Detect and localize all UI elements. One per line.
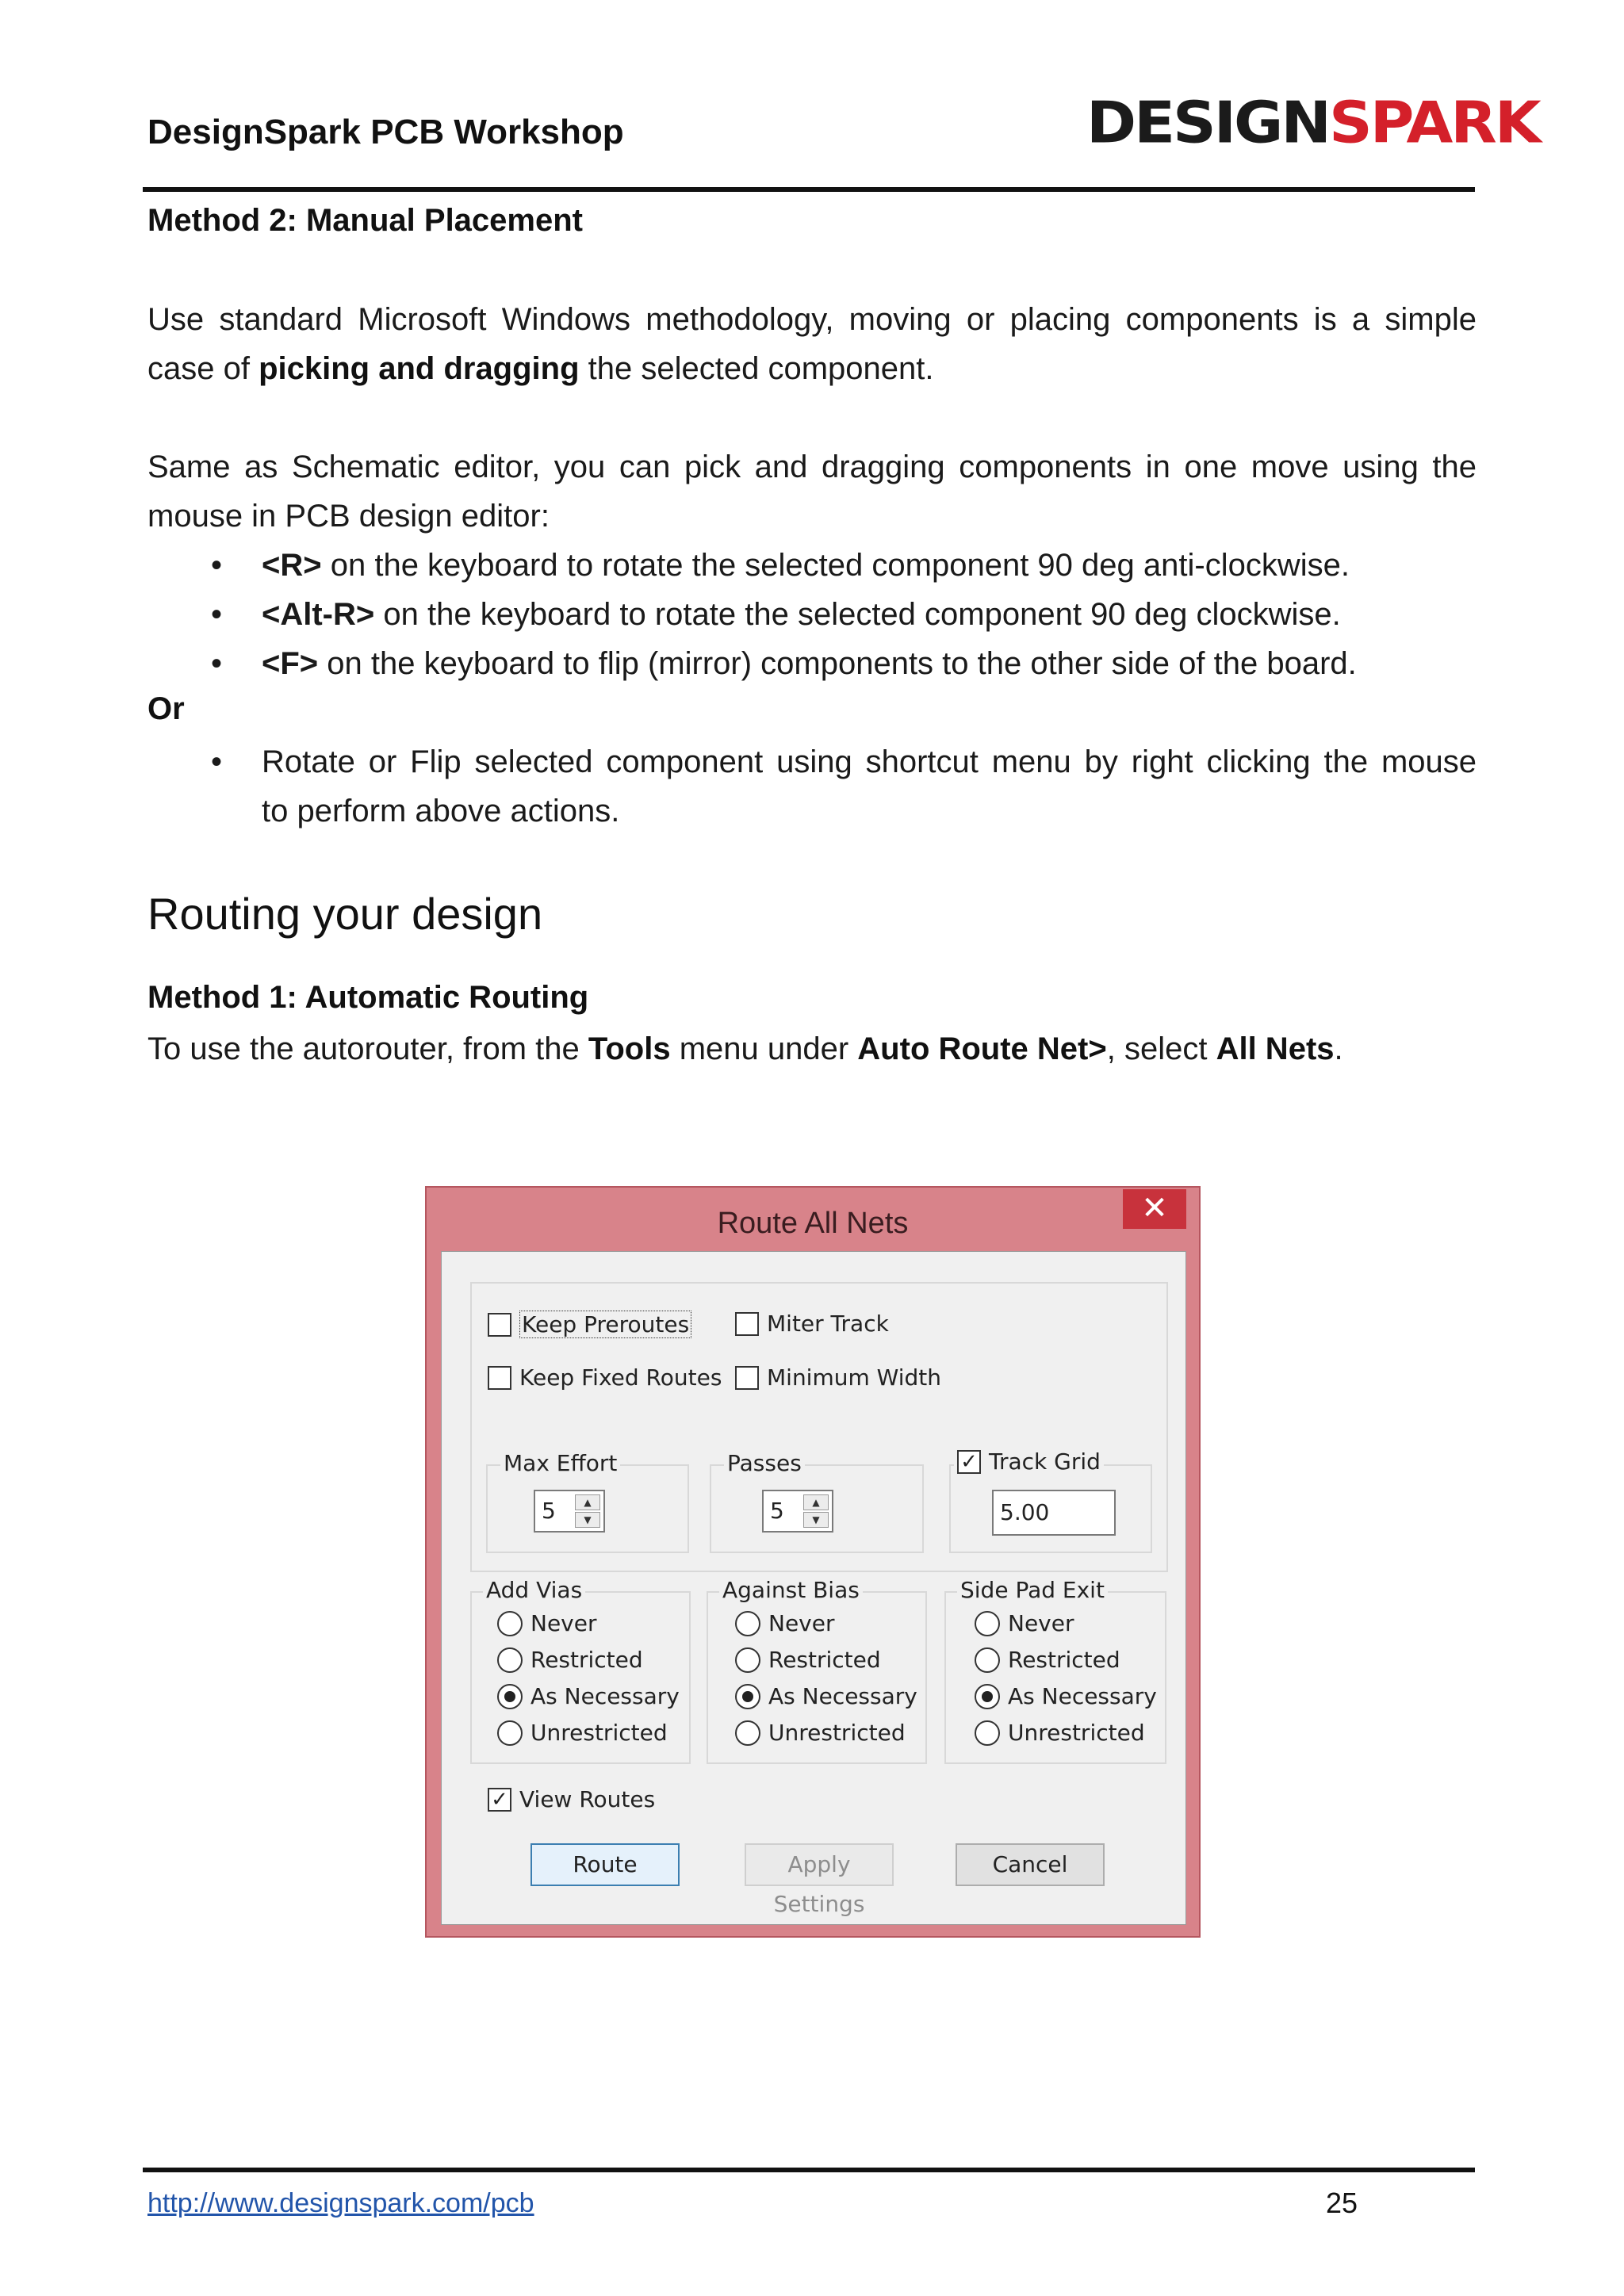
intro-text: , select: [1106, 1031, 1216, 1066]
max-effort-value: 5: [542, 1498, 556, 1524]
shortcut-key: <F>: [262, 646, 319, 681]
miter-track-label: Miter Track: [767, 1311, 889, 1337]
checkbox-box[interactable]: ✓: [488, 1788, 511, 1812]
radio-circle[interactable]: [975, 1647, 1000, 1673]
radio-circle[interactable]: [735, 1720, 760, 1746]
logo-design-text: DESIGN: [1086, 89, 1330, 156]
close-icon[interactable]: ✕: [1123, 1189, 1186, 1229]
dialog-body: [441, 1251, 1186, 1925]
tools-menu-ref: Tools: [588, 1031, 671, 1066]
passes-spinner[interactable]: [762, 1490, 833, 1533]
routing-heading: Routing your design: [147, 889, 543, 939]
radio-label: Never: [1008, 1610, 1074, 1636]
paragraph1-line1: Use standard Microsoft Windows methodology, moving or placing components is a simple: [147, 302, 1477, 337]
miter-track-checkbox[interactable]: [735, 1311, 889, 1337]
logo-spark-text: SPARK: [1329, 89, 1539, 156]
radio-label: Restricted: [1008, 1647, 1120, 1673]
radio-circle-selected[interactable]: [497, 1684, 523, 1709]
page-number: 25: [1326, 2187, 1358, 2219]
side-pad-exit-as-necessary-radio[interactable]: [975, 1683, 1157, 1709]
document-title: DesignSpark PCB Workshop: [147, 113, 624, 151]
cancel-button[interactable]: Cancel: [956, 1843, 1105, 1886]
radio-circle[interactable]: [497, 1720, 523, 1746]
spin-up-icon[interactable]: ▲: [575, 1494, 600, 1510]
shortcut-description: on the keyboard to rotate the selected component 90 deg anti-clockwise.: [321, 548, 1350, 583]
list-item: [147, 639, 1477, 688]
footer-rule: [143, 2168, 1475, 2172]
radio-label: As Necessary: [768, 1683, 917, 1709]
radio-label: Restricted: [768, 1647, 881, 1673]
track-grid-label: Track Grid: [989, 1448, 1101, 1475]
checkbox-box[interactable]: [735, 1366, 759, 1390]
against-bias-never-radio[interactable]: [735, 1610, 834, 1636]
checkbox-box[interactable]: [735, 1312, 759, 1336]
keep-preroutes-label: Keep Preroutes: [519, 1311, 691, 1338]
add-vias-as-necessary-radio[interactable]: [497, 1683, 680, 1709]
spin-up-icon[interactable]: ▲: [803, 1494, 829, 1510]
checkbox-box[interactable]: [488, 1366, 511, 1390]
radio-label: Unrestricted: [530, 1720, 668, 1746]
spin-down-icon[interactable]: ▼: [803, 1512, 829, 1528]
radio-label: Never: [768, 1610, 835, 1636]
side-pad-exit-unrestricted-radio[interactable]: [975, 1720, 1145, 1746]
radio-circle[interactable]: [975, 1611, 1000, 1636]
shortcut-description: on the keyboard to rotate the selected component 90 deg clockwise.: [374, 597, 1341, 632]
intro-text: menu under: [670, 1031, 858, 1066]
all-nets-ref: All Nets: [1216, 1031, 1335, 1066]
passes-value: 5: [770, 1498, 784, 1524]
shortcut-list: [147, 541, 1477, 688]
max-effort-label: Max Effort: [500, 1450, 620, 1476]
intro-text: .: [1334, 1031, 1343, 1066]
radio-circle[interactable]: [735, 1611, 760, 1636]
method2-paragraph2: [147, 442, 1477, 541]
paragraph1-line2-pre: case of: [147, 351, 259, 386]
paragraph2-line1: Same as Schematic editor, you can pick and dragging components in one move using the: [147, 450, 1477, 484]
minimum-width-label: Minimum Width: [767, 1364, 942, 1391]
view-routes-label: View Routes: [519, 1786, 656, 1812]
method1-heading: Method 1: Automatic Routing: [147, 980, 589, 1015]
route-all-nets-dialog: [425, 1186, 1201, 1938]
radio-circle[interactable]: [975, 1720, 1000, 1746]
radio-circle[interactable]: [497, 1611, 523, 1636]
shortcut-key: <R>: [262, 548, 322, 583]
shortcut-description: on the keyboard to flip (mirror) components to the other side of the board.: [318, 646, 1357, 681]
header-rule: [143, 187, 1475, 192]
paragraph2-line2: mouse in PCB design editor:: [147, 499, 550, 534]
track-grid-value: 5.00: [1000, 1499, 1050, 1525]
list-item: [147, 590, 1477, 639]
track-grid-checkbox[interactable]: [954, 1448, 1104, 1475]
routing-intro: [147, 1024, 1477, 1073]
shortcut-key: <Alt-R>: [262, 597, 375, 632]
track-grid-input[interactable]: [992, 1490, 1116, 1536]
radio-circle[interactable]: [735, 1647, 760, 1673]
radio-label: As Necessary: [530, 1683, 680, 1709]
radio-label: As Necessary: [1008, 1683, 1157, 1709]
apply-settings-button[interactable]: Apply Settings: [745, 1843, 894, 1886]
designspark-logo: [1086, 89, 1539, 156]
list-item: [147, 541, 1477, 590]
max-effort-spinner[interactable]: [534, 1490, 605, 1533]
minimum-width-checkbox[interactable]: [735, 1364, 941, 1391]
add-vias-label: Add Vias: [483, 1577, 585, 1603]
route-button[interactable]: Route: [530, 1843, 680, 1886]
method2-heading: Method 2: Manual Placement: [147, 203, 583, 238]
radio-label: Restricted: [530, 1647, 643, 1673]
radio-label: Unrestricted: [1008, 1720, 1145, 1746]
checkbox-box[interactable]: ✓: [957, 1450, 981, 1474]
checkbox-box[interactable]: [488, 1313, 511, 1337]
against-bias-unrestricted-radio[interactable]: [735, 1720, 906, 1746]
radio-circle[interactable]: [497, 1647, 523, 1673]
against-bias-label: Against Bias: [719, 1577, 863, 1603]
keep-fixed-routes-checkbox[interactable]: [488, 1364, 722, 1391]
against-bias-restricted-radio[interactable]: [735, 1647, 881, 1673]
list-item: [147, 737, 1477, 836]
intro-text: To use the autorouter, from the: [147, 1031, 588, 1066]
passes-label: Passes: [724, 1450, 805, 1476]
add-vias-unrestricted-radio[interactable]: [497, 1720, 668, 1746]
add-vias-never-radio[interactable]: [497, 1610, 596, 1636]
designspark-url-link[interactable]: http://www.designspark.com/pcb: [147, 2188, 534, 2218]
spin-down-icon[interactable]: ▼: [575, 1512, 600, 1528]
against-bias-as-necessary-radio[interactable]: [735, 1683, 917, 1709]
bullet4-line2: to perform above actions.: [262, 794, 620, 828]
side-pad-exit-never-radio[interactable]: [975, 1610, 1074, 1636]
method2-paragraph1: [147, 295, 1477, 393]
view-routes-checkbox[interactable]: [488, 1786, 655, 1812]
shortcut-menu-list: [147, 737, 1477, 836]
or-label: Or: [147, 691, 185, 726]
side-pad-exit-restricted-radio[interactable]: [975, 1647, 1120, 1673]
add-vias-restricted-radio[interactable]: [497, 1647, 643, 1673]
paragraph1-bold: picking and dragging: [259, 351, 580, 386]
side-pad-exit-label: Side Pad Exit: [957, 1577, 1108, 1603]
bullet4-line1: • Rotate or Flip selected component using shortcut menu by right clicking the mouse: [262, 744, 1477, 779]
radio-label: Never: [530, 1610, 597, 1636]
radio-circle-selected[interactable]: [975, 1684, 1000, 1709]
radio-label: Unrestricted: [768, 1720, 906, 1746]
auto-route-net-ref: Auto Route Net>: [857, 1031, 1107, 1066]
keep-fixed-routes-label: Keep Fixed Routes: [519, 1364, 722, 1391]
radio-circle-selected[interactable]: [735, 1684, 760, 1709]
paragraph1-line2-post: the selected component.: [579, 351, 934, 386]
dialog-title: Route All Nets: [717, 1207, 909, 1240]
keep-preroutes-checkbox[interactable]: [488, 1311, 691, 1338]
